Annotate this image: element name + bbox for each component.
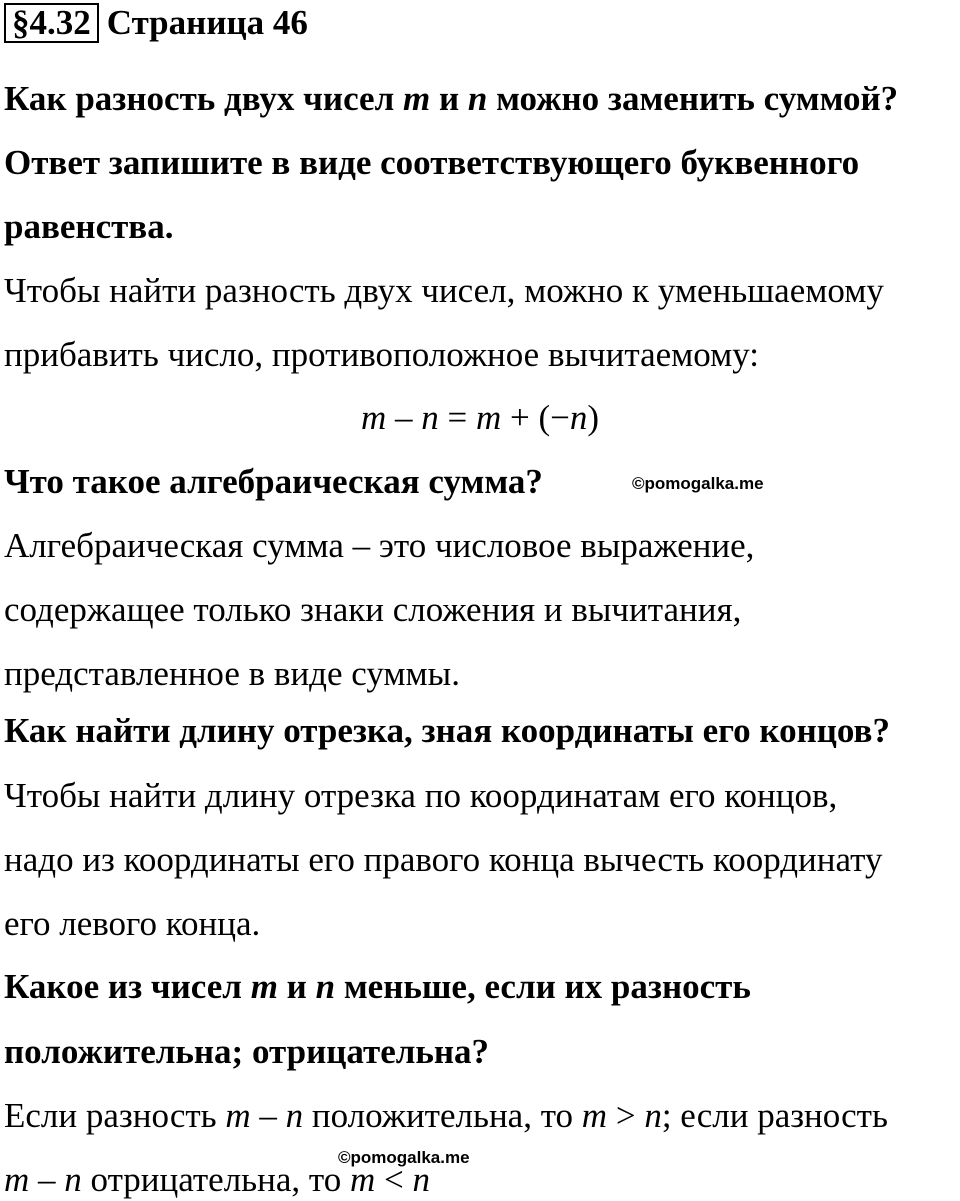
answer-3-line-2: надо из координаты его правого конца вычесть координату: [4, 840, 883, 879]
var-m: m: [402, 79, 431, 118]
watermark-top: ©pomogalka.me: [632, 474, 764, 493]
question-2: Что такое алгебраическая сумма?: [4, 462, 543, 501]
answer-4-line-2: m – n отрицательна, то m < n: [4, 1160, 431, 1199]
answer-1-line-1: Чтобы найти разность двух чисел, можно к уменьшаемому: [4, 271, 884, 310]
page-header: [4, 3, 308, 43]
answer-3-line-3: его левого конца.: [4, 904, 261, 943]
watermark-bottom: ©pomogalka.me: [338, 1148, 470, 1167]
answer-2-line-2: содержащее только знаки сложения и вычитания,: [4, 590, 742, 629]
var-m: m: [250, 967, 278, 1006]
question-4-line-2: положительна; отрицательна?: [4, 1032, 490, 1071]
page-label: Страница 46: [106, 3, 308, 42]
var-n: n: [467, 79, 488, 118]
answer-2-line-3: представленное в виде суммы.: [4, 654, 460, 693]
question-1-line-2: Ответ запишите в виде соответствующего буквенного: [4, 143, 860, 182]
answer-1-line-2: прибавить число, противоположное вычитаемому:: [4, 335, 760, 374]
section-number: §4.32: [4, 3, 99, 43]
answer-4-line-1: Если разность m – n положительна, то m > n; если разность: [4, 1096, 888, 1135]
question-1-line-1: Как разность двух чисел m и n можно заменить суммой?: [4, 79, 899, 118]
question-4-line-1: Какое из чисел m и n меньше, если их разность: [4, 967, 751, 1006]
question-1-line-3: равенства.: [4, 207, 174, 246]
answer-1-formula: m – n = m + (−n): [360, 398, 600, 437]
answer-3-line-1: Чтобы найти длину отрезка по координатам его концов,: [4, 776, 838, 815]
answer-2-line-1: Алгебраическая сумма – это числовое выражение,: [4, 526, 755, 565]
var-n: n: [315, 967, 336, 1006]
question-3: Как найти длину отрезка, зная координаты его концов?: [4, 711, 890, 750]
